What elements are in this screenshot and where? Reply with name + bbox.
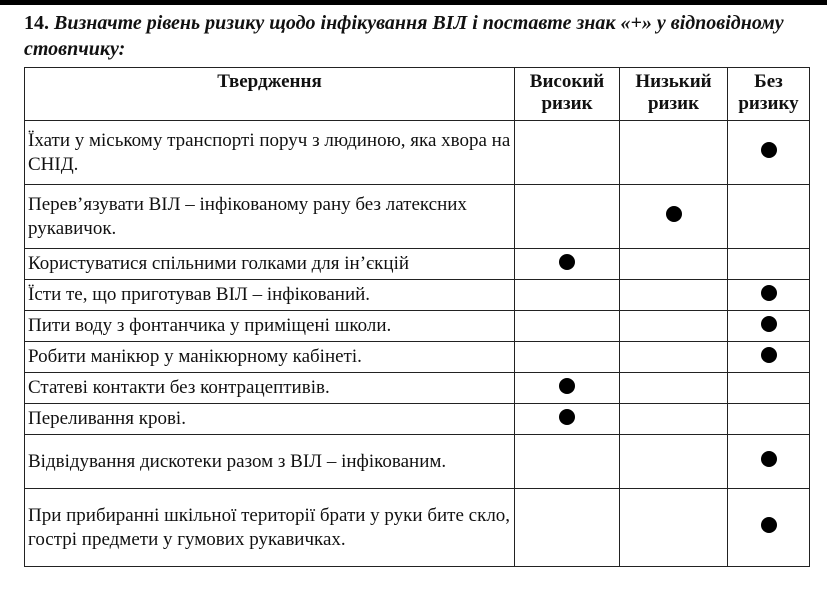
- low-risk-cell[interactable]: [620, 373, 728, 404]
- selected-mark-icon: [666, 206, 682, 222]
- none-risk-cell[interactable]: [728, 489, 810, 567]
- low-risk-cell[interactable]: [620, 311, 728, 342]
- none-risk-cell[interactable]: [728, 249, 810, 280]
- statement-cell: Користуватися спільними голками для ін’єкцій: [25, 249, 515, 280]
- statement-cell: При прибиранні шкільної території брати у руки бите скло, гострі предмети у гумових рукавичках.: [25, 489, 515, 567]
- header-statement: Твердження: [25, 68, 515, 121]
- table-row: [25, 311, 810, 342]
- table-row: [25, 373, 810, 404]
- selected-mark-icon: [761, 142, 777, 158]
- high-risk-cell[interactable]: [515, 249, 620, 280]
- low-risk-cell[interactable]: [620, 489, 728, 567]
- none-risk-cell[interactable]: [728, 121, 810, 185]
- table-row: [25, 280, 810, 311]
- statement-cell: Робити манікюр у манікюрному кабінеті.: [25, 342, 515, 373]
- low-risk-cell[interactable]: [620, 249, 728, 280]
- table-row: [25, 435, 810, 489]
- selected-mark-icon: [559, 254, 575, 270]
- statement-cell: Їсти те, що приготував ВІЛ – інфікований.: [25, 280, 515, 311]
- table-row: [25, 342, 810, 373]
- none-risk-cell[interactable]: [728, 185, 810, 249]
- selected-mark-icon: [559, 409, 575, 425]
- none-risk-cell[interactable]: [728, 373, 810, 404]
- table-row: [25, 121, 810, 185]
- statement-cell: Переливання крові.: [25, 404, 515, 435]
- high-risk-cell[interactable]: [515, 489, 620, 567]
- none-risk-cell[interactable]: [728, 404, 810, 435]
- question-heading: [24, 10, 814, 62]
- question-text: Визначте рівень ризику щодо інфікування ВІЛ і поставте знак «+» у відповідному стовпчику:: [24, 12, 784, 60]
- high-risk-cell[interactable]: [515, 185, 620, 249]
- high-risk-cell[interactable]: [515, 342, 620, 373]
- statement-cell: Статеві контакти без контрацептивів.: [25, 373, 515, 404]
- table-row: [25, 249, 810, 280]
- selected-mark-icon: [761, 285, 777, 301]
- selected-mark-icon: [761, 451, 777, 467]
- selected-mark-icon: [761, 316, 777, 332]
- none-risk-cell[interactable]: [728, 280, 810, 311]
- statement-cell: Пити воду з фонтанчика у приміщені школи.: [25, 311, 515, 342]
- question-number: 14.: [24, 12, 49, 34]
- statement-cell: Перев’язувати ВІЛ – інфікованому рану без латексних рукавичок.: [25, 185, 515, 249]
- header-row: [25, 68, 810, 121]
- header-high-risk: Високий ризик: [515, 68, 620, 121]
- statement-cell: Їхати у міському транспорті поруч з людиною, яка хвора на СНІД.: [25, 121, 515, 185]
- high-risk-cell[interactable]: [515, 404, 620, 435]
- header-low-risk: Низький ризик: [620, 68, 728, 121]
- header-no-risk: Без ризику: [728, 68, 810, 121]
- risk-table: [24, 67, 810, 567]
- statement-cell: Відвідування дискотеки разом з ВІЛ – інфікованим.: [25, 435, 515, 489]
- high-risk-cell[interactable]: [515, 280, 620, 311]
- high-risk-cell[interactable]: [515, 121, 620, 185]
- high-risk-cell[interactable]: [515, 435, 620, 489]
- low-risk-cell[interactable]: [620, 404, 728, 435]
- low-risk-cell[interactable]: [620, 435, 728, 489]
- table-row: [25, 489, 810, 567]
- table-row: [25, 185, 810, 249]
- top-rule: [0, 0, 827, 5]
- low-risk-cell[interactable]: [620, 280, 728, 311]
- selected-mark-icon: [559, 378, 575, 394]
- low-risk-cell[interactable]: [620, 121, 728, 185]
- table-row: [25, 404, 810, 435]
- none-risk-cell[interactable]: [728, 435, 810, 489]
- none-risk-cell[interactable]: [728, 311, 810, 342]
- high-risk-cell[interactable]: [515, 373, 620, 404]
- low-risk-cell[interactable]: [620, 342, 728, 373]
- selected-mark-icon: [761, 517, 777, 533]
- selected-mark-icon: [761, 347, 777, 363]
- high-risk-cell[interactable]: [515, 311, 620, 342]
- low-risk-cell[interactable]: [620, 185, 728, 249]
- none-risk-cell[interactable]: [728, 342, 810, 373]
